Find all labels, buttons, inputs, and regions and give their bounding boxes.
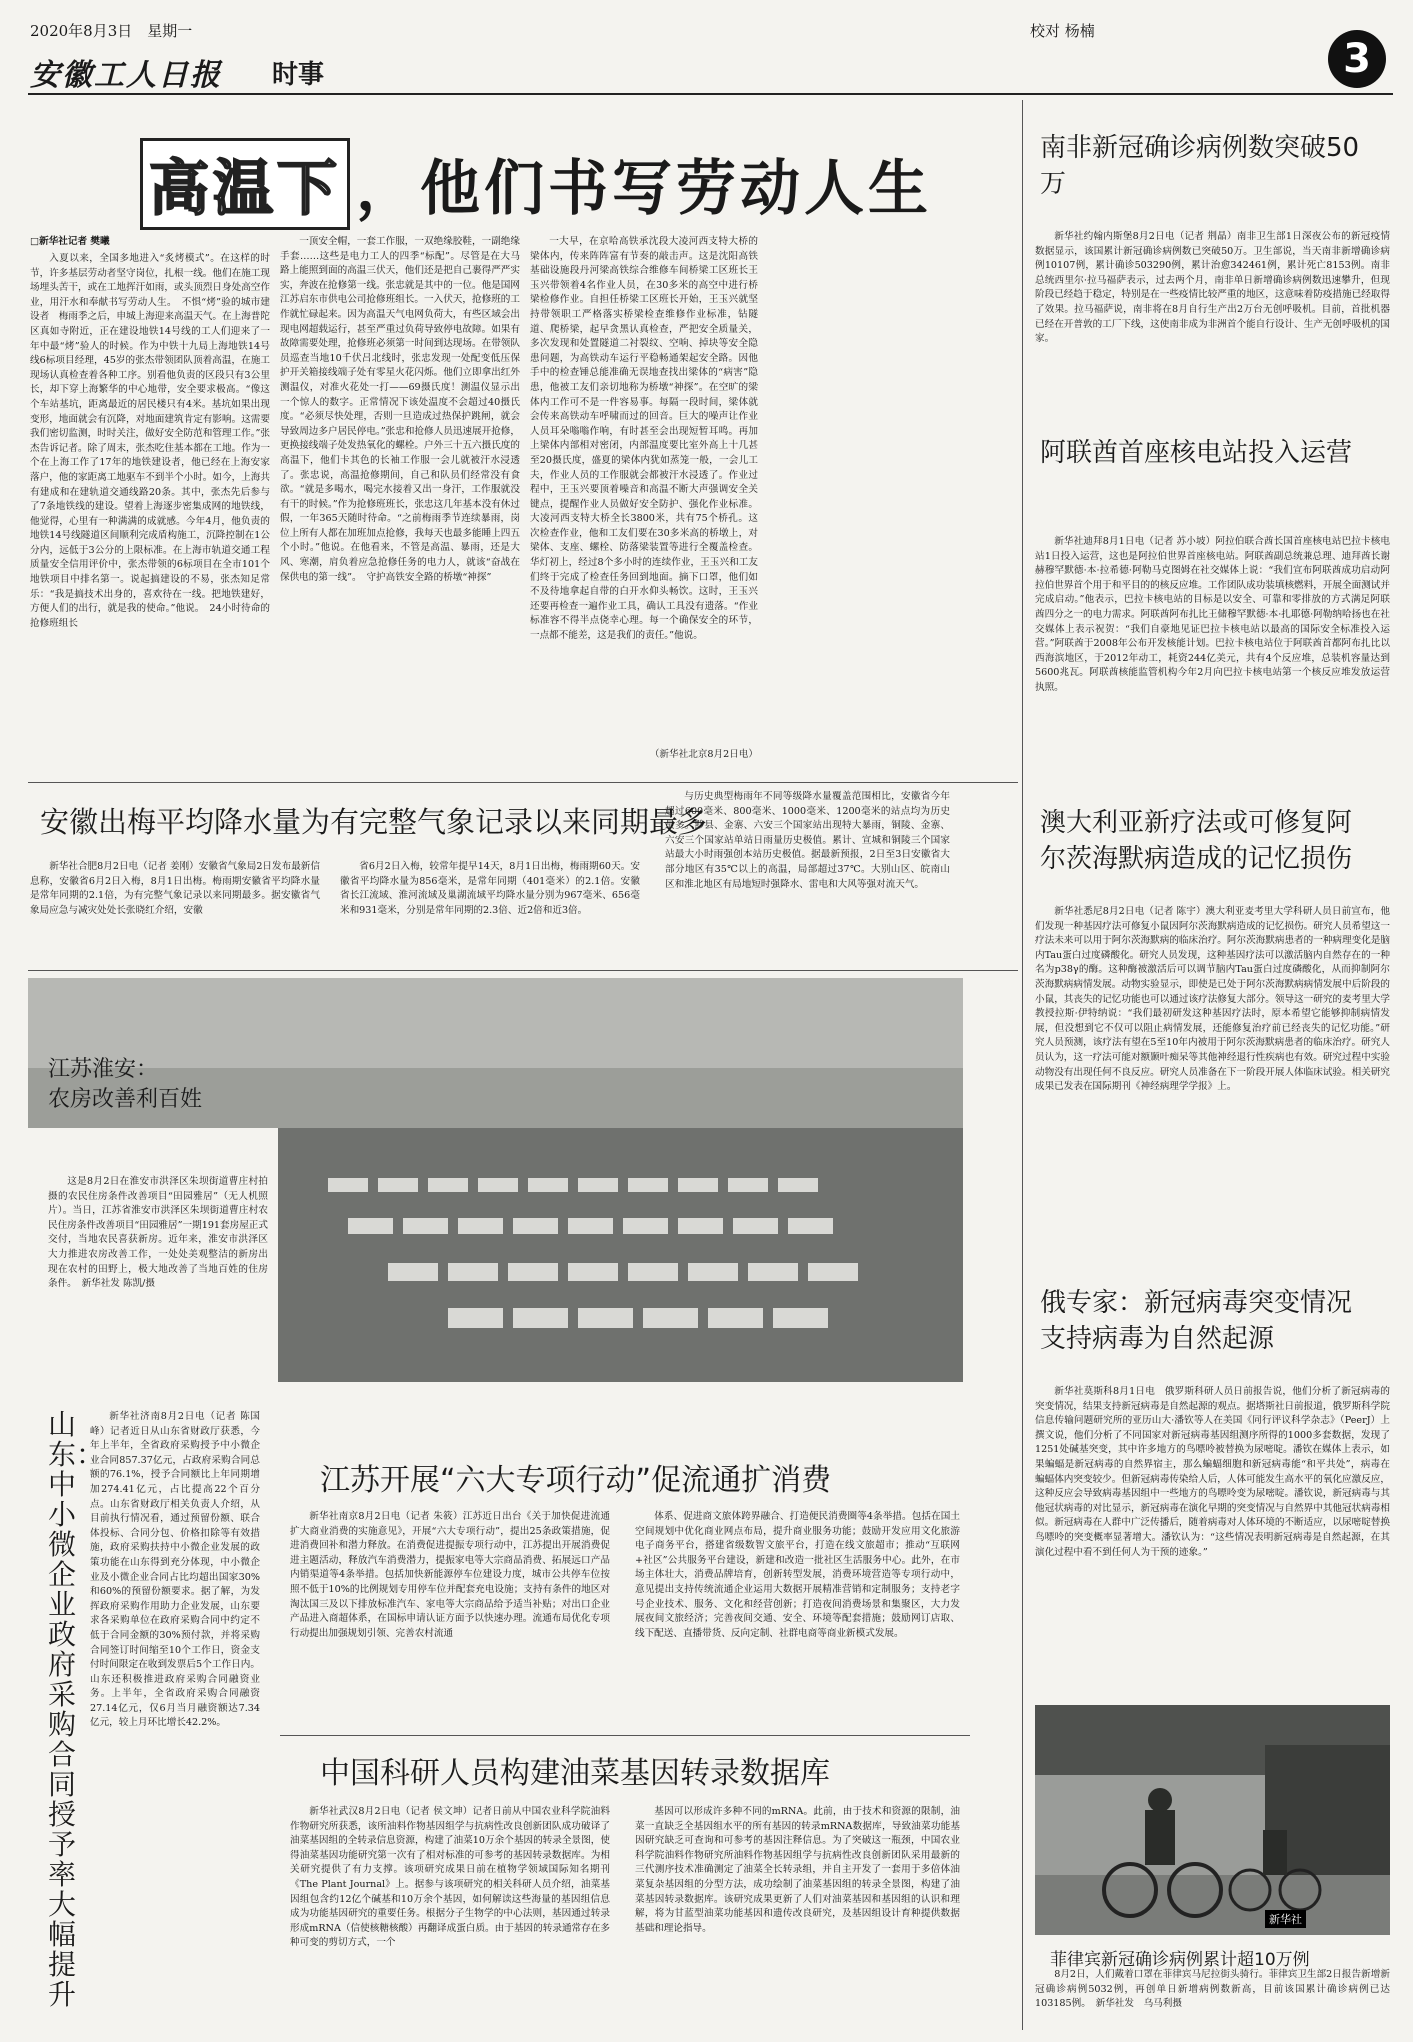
rain-col-1 <box>30 860 320 960</box>
divider-jiangsu <box>280 1735 970 1736</box>
sidebar-2-body-text: 新华社迪拜8月1日电（记者 苏小坡）阿拉伯联合酋长国首座核电站巴拉卡核电站1日投入运营，这也是阿拉伯世界首座核电站。阿联酋副总统兼总理、迪拜酋长谢赫穆罕默德·本·拉希德·阿勒马克图姆在社交媒体上说：“我们宣布阿联酋成功启动阿拉伯世界首个用于和平目的的核反应堆。工作团队成功装填核燃料，开展全面测试并完成启动。”他表示，巴拉卡核电站的目标是以安全、可靠和零排放的方式满足阿联酋四分之一的电力需求。阿联酋阿布扎比王储穆罕默德·本·扎耶德·阿勒纳哈扬也在社交媒体上表示祝贺：“我们自豪地见证巴拉卡核电站以最高的国际安全标准投入运营。”阿联酋于2008年公布开发核能计划。巴拉卡核电站位于阿联酋首都阿布扎比以西海滨地区，于2012年动工，耗资244亿美元，共有4个反应堆，总装机容量达到5600兆瓦。阿联酋核能监管机构今年2月向巴拉卡核电站第一个核反应堆发放运营执照。 <box>1035 536 1390 693</box>
lead-headline <box>140 138 932 230</box>
shandong-body <box>90 1410 260 2010</box>
cyclists-photo <box>1035 1705 1390 1935</box>
photo-caption-text: 这是8月2日在淮安市洪泽区朱坝街道曹庄村拍摄的农民住房条件改善项目“田园雅居”（无人机照片）。当日，江苏省淮安市洪泽区朱坝街道曹庄村农民住房条件改善项目“田园雅居”一期191套房屋正式交付，当地农民喜获新房。近年来，淮安市洪泽区大力推进农房改善工作，一处处美观整洁的新房出现在农村的田野上，极大地改善了当地百姓的住房条件。 新华社发 陈凯/摄 <box>48 1176 268 1290</box>
sidebar-1-headline: 南非新冠确诊病例数突破50万 <box>1040 133 1360 199</box>
rain-col-1-text: 新华社合肥8月2日电（记者 姜刚）安徽省气象局2日发布最新信息称，安徽省6月2日入梅，8月1日出梅。梅雨期安徽省平均降水量是常年同期的2.1倍，为有完整气象记录以来同期最多。据安徽省气象局应急与减灾处处长张晓红介绍，安徽 <box>30 861 320 916</box>
masthead: 安徽工人日报 <box>30 58 222 93</box>
jiangsu-col-1 <box>290 1510 610 1725</box>
section-name: 时事 <box>272 60 325 90</box>
rapeseed-col-2 <box>635 1805 960 2030</box>
rain-headline: 安徽出梅平均降水量为有完整气象记录以来同期最多 <box>40 805 708 839</box>
photo-title <box>48 1055 202 1115</box>
lead-headline-highlight: 高温下 <box>140 138 350 230</box>
sidebar-3-body-text: 新华社悉尼8月2日电（记者 陈宇）澳大利亚麦考里大学科研人员日前宣布，他们发现一种基因疗法可修复小鼠因阿尔茨海默病造成的记忆损伤。研究人员希望这一疗法未来可以用于阿尔茨海默病的临床治疗。阿尔茨海默病患者的一种病理变化是脑内Tau蛋白过度磷酸化。研究人员发现，这种基因疗法可以激活脑内自然存在的一种名为p38γ的酶。这种酶被激活后可以调节脑内Tau蛋白过度磷酸化，从而抑制阿尔茨海默病病情发展。动物实验显示，即使是已处于阿尔茨海默病病情发展中后阶段的小鼠，其丧失的记忆功能也可以通过该疗法修复大部分。领导这一研究的麦考里大学教授拉斯·伊特纳说：“我们最初研发这种基因疗法时，原本希望它能够抑制病情发展，但没想到它不仅可以阻止病情发展，还能修复治疗前已经丧失的记忆功能。”研究人员预测，该疗法有望在5至10年内被用于阿尔茨海默病患者的临床治疗。研究人员认为，这一疗法可能对额颞叶痴呆等其他神经退行性疾病也有效。研究过程中实验动物没有出现任何不良反应。研究人员准备在下一阶段开展人体临床试验。相关研究成果已发表在国际期刊《神经病理学学报》上。 <box>1035 906 1390 1093</box>
issue-date: 2020年8月3日 星期一 <box>30 22 193 40</box>
rain-col-3-text: 与历史典型梅雨年不同等级降水量覆盖范围相比，安徽省今年超过600毫米、800毫米、1000毫米、1200毫米的站点均为历史最多。黟县、金寨、六安三个国家站出现特大暴雨，铜陵、金寨、六安三个国家站单站日雨量历史极值。累计、宣城和铜陵三个国家站最大小时雨强创本站历史极值。据最新预报，2日至3日安徽省大部分地区有35℃以上的高温，局部超过37℃。大别山区、皖南山区和淮北地区有局地短时强降水、雷电和大风等强对流天气。 <box>665 791 950 890</box>
photo-agency-mark: 新华社 <box>1265 1910 1306 1928</box>
sidebar-4-body-text: 新华社莫斯科8月1日电 俄罗斯科研人员日前报告说，他们分析了新冠病毒的突变情况，结果支持新冠病毒是自然起源的观点。据塔斯社日前报道，俄罗斯科学院信息传输问题研究所的亚历山大·潘钦等人在美国《同行评议科学杂志》（PeerJ）上撰文说，他们分析了不同国家对新冠病毒基因组测序所得的1000多套数据，发现了1251处碱基突变，其中许多地方的鸟嘌呤被替换为尿嘧啶。潘钦在媒体上表示，如果蝙蝠是新冠病毒的自然界宿主，那么蝙蝠细胞和新冠病毒能“和平共处”，病毒在蝙蝠体内突变较少。但新冠病毒传染给人后，人体可能发生高水平的氧化应激反应，这种反应会导致病毒基因组中一些地方的鸟嘌呤变为尿嘧啶。潘钦说，新冠病毒与其他冠状病毒的对比显示，新冠病毒在演化早期的突变情况与自然界中其他冠状病毒相似。新冠病毒在人群中广泛传播后，随着病毒对人体环境的不断适应，以尿嘧啶替换鸟嘌呤的突变概率显著增大。潘钦认为：“这些情况表明新冠病毒是自然起源，在其演化过程中看不到任何人为干预的迹象。” <box>1035 1386 1390 1558</box>
lead-col-2 <box>280 235 520 762</box>
cyclists-caption-title: 菲律宾新冠确诊病例累计超10万例 <box>1050 1950 1310 1970</box>
cyclists-image <box>1035 1705 1390 1935</box>
sidebar-2-headline: 阿联酋首座核电站投入运营 <box>1040 438 1353 468</box>
sidebar-2-body <box>1035 535 1390 773</box>
lead-col-2-text: 一顶安全帽，一套工作服，一双绝缘胶鞋，一副绝缘手套……这些是电力工人的四季“标配”。尽管是在大马路上能照到面的高温三伏天，他们还是把自己裹得严严实实，奔波在抢修第一线。张忠就是其中的一位。他是国网江苏启东市供电公司抢修班组长。一入伏天，抢修班的工作就忙碌起来。因为高温天气电网负荷大，有些区域会出现电网超载运行，甚至严重过负荷导致停电故障。如果有故障需要处理，抢修班必须第一时间到达现场。在带领队员巡查当地10千伏吕北线时，张忠发现一处配变低压保护开关箱接线端子处有零星火花闪烁。他们立即拿出红外测温仪，对准火花处一打——69摄氏度！测温仪显示出一个惊人的数字。正常情况下该处温度不会超过40摄氏度。“必须尽快处理，否则一旦造成过热保护跳闸，就会导致周边多户居民停电。”张忠和抢修人员迅速展开抢修，更换接线端子处发热氧化的螺栓。户外三十五六摄氏度的高温下，他们卡其色的长袖工作服一会儿就被汗水浸透了。张忠说，高温抢修期间，自己和队员们经常没有食欲。“就是多喝水，喝完水接着又出一身汗，工作服就没有干的时候。”作为抢修班班长，张忠这几年基本没有休过假，一年365天随时待命。“之前梅雨季节连续暴雨，岗位上所有人都在加班加点抢修，我每天也最多能睡上四五个小时。”他说。在他看来，不管是高温、暴雨，还是大风、寒潮，肩负着应急抢修任务的电力人，就该“奋战在保供电的第一线”。 守护高铁安全路的桥墩“神探” <box>280 236 520 583</box>
cyclists-caption <box>1035 1968 1390 2028</box>
rapeseed-col-2-text: 基因可以形成许多种不同的mRNA。此前，由于技术和资源的限制，油菜一直缺乏全基因组水平的所有基因的转录mRNA数据库，导致油菜功能基因研究缺乏可查询和可参考的基因注释信息。为了突破这一瓶颈，中国农业科学院油料作物研究所油料作物基因组学与抗病性改良创新团队采用最新的三代测序技术准确测定了油菜全长转录组，并自主开发了一套用于多倍体油菜复杂基因组的分型方法，成功绘制了油菜基因组的转录全景图，构建了油菜基因转录数据库。该研究成果更新了人们对油菜基因和基因组的认识和理解，将为甘蓝型油菜功能基因和遗传改良研究，及基因组设计育种提供数据基础和理论指导。 <box>635 1806 960 1934</box>
sidebar-3-headline: 澳大利亚新疗法或可修复阿尔茨海默病造成的记忆损伤 <box>1040 808 1353 874</box>
rain-col-2-text: 省6月2日入梅，较常年提早14天，8月1日出梅，梅雨期60天。安徽省平均降水量为856毫米，是常年同期（401毫米）的2.1倍。安徽省长江流域、淮河流域及巢湖流域平均降水量分别为967毫米、656毫米和931毫米，分别是常年同期的2.3倍、近2倍和近3倍。 <box>340 861 640 916</box>
sidebar-1-body <box>1035 230 1390 395</box>
shandong-headline: 山东：中小微企业政府采购合同授予率大幅提升 <box>48 1408 105 2011</box>
header-rule <box>28 93 1393 95</box>
rain-col-2 <box>340 860 640 960</box>
lead-col-1 <box>30 252 270 762</box>
rapeseed-col-1-text: 新华社武汉8月2日电（记者 侯文坤）记者日前从中国农业科学院油料作物研究所获悉，该所油料作物基因组学与抗病性改良创新团队成功破译了油菜基因组的全转录信息资源，构建了油菜10万余个基因的转录全景图，使得油菜基因功能研究第一次有了相对标准的可参考的基因转录数据库。为相关研究提供了有力支撑。该项研究成果日前在植物学领域国际知名期刊《The Plant Journal》上。据参与该项研究的相关科研人员介绍，油菜基因组包含约12亿个碱基和10万余个基因，如何解读这些海量的基因组信息成为功能基因研究的重要任务。根据分子生物学的中心法则，基因通过转录形成mRNA（信使核糖核酸）再翻译成蛋白质。由于基因的转录通常存在多种可变的剪切方式，一个 <box>290 1806 610 1949</box>
rapeseed-headline: 中国科研人员构建油菜基因转录数据库 <box>320 1756 830 1791</box>
proofreader: 校对 杨楠 <box>1030 22 1095 40</box>
divider-rain <box>28 970 1018 971</box>
sidebar-3-body <box>1035 905 1390 1250</box>
sidebar-4-body <box>1035 1385 1390 1675</box>
lead-col-1-text: 入夏以来，全国多地进入“炙烤模式”。在这样的时节，许多基层劳动者坚守岗位，扎根一线。他们在施工现场埋头苦干，或在工地挥汗如雨，或头顶烈日身处高空作业，用汗水和奉献书写劳动人生。 不惧“烤”验的城市建设者 梅雨季之后，申城上海迎来高温天气。在上海普陀区真如寺附近，正在建设地铁14号线的工人们迎来了一年中最“烤”验人的时候。作为中铁十九局上海地铁14号线6标项目经理，45岁的张杰带领团队顶着高温，在施工现场认真检查着各种工序。别看他负责的区段只有3公里长，却下穿上海繁华的中心地带，安全要求极高。“像这个车站基坑，距离最近的居民楼只有4米。基坑如果出现变形，地面就会有沉降，对地面建筑肯定有影响。这需要我们密切监测，时时关注，做好安全防范和管理工作。”张杰告诉记者。除了周末，张杰吃住基本都在工地。作为一个在上海工作了17年的地铁建设者，他已经在上海安家落户，他的家距离工地驱车不到半个小时。如今，上海共有建成和在建轨道交通线路20条。其中，张杰先后参与了7条地铁线的建设。望着上海逐步密集成网的地铁线，他觉得，心里有一种满满的成就感。今年4月，他负责的地铁14号线隧道区间顺利完成盾构施工，沉降控制在1公分内，远低于3公分的上限标准。在上海市轨道交通工程质量安全信用评价中，张杰带领的6标项目在全市101个地铁项目中排名第一。说起搞建设的不易，张杰知足常乐：“我是搞技术出身的，喜欢待在一线。把地铁建好，方便人们的出行，就是我的使命。”他说。 24小时待命的抢修班组长 <box>30 253 270 629</box>
rain-col-3 <box>665 790 950 965</box>
lead-byline: □新华社记者 樊曦 <box>30 236 110 247</box>
divider-lead <box>28 782 1018 783</box>
lead-col-3-text: 一大早，在京哈高铁承沈段大凌河西支特大桥的梁体内，传来阵阵富有节奏的敲击声。这是沈阳高铁基础设施段丹河梁高铁综合维修车间桥梁工区班长王玉兴带领着4名作业人员，在30多米的高空中进行桥梁检修作业。自担任桥梁工区班长开始，王玉兴就坚持带领职工严格落实桥梁检查维修作业标准，钻隧道、爬桥梁，起早贪黑认真检查，严把安全质量关，多次发现和处置隧道二衬裂纹、空响、掉块等安全隐患问题，为高铁动车运行平稳畅通架起安全路。因他手中的检查锤总能准确无误地查找出梁体的“病害”隐患，他被工友们亲切地称为桥墩“神探”。在空旷的梁体内工作可不是一件容易事。每隔一段时间，梁体就会传来高铁动车呼啸而过的回音。巨大的噪声让作业人员耳朵嗡嗡作响，有时甚至会出现短暂耳鸣。再加上梁体内部相对密闭，内部温度要比室外高上十几甚至20摄氏度，盛夏的梁体内犹如蒸笼一般，一会儿工夫，作业人员的工作服就会都被汗水浸透了。作业过程中，王玉兴要顶着噪音和高温不断大声强调安全关键点，提醒作业人员做好安全防护、强化作业标准。大凌河西支特大桥全长3800米，共有75个桥孔。这次检查作业，他和工友们要在30多米高的桥墩上，对梁体、支座、螺栓、防落梁装置等进行全覆盖检查。华灯初上，经过8个多小时的连续作业，王玉兴和工友们终于完成了检查任务回到地面。摘下口罩，他们如不及待地拿起自带的白开水仰头畅饮。这时，王玉兴还要再检查一遍作业工具，确认工具没有遗落。“作业标准容不得半点侥幸心理。每一个确保安全的环节，一点都不能差，这是我们的责任。”他说。 <box>530 236 758 642</box>
photo-title-line-2: 农房改善利百姓 <box>48 1087 203 1112</box>
rapeseed-col-1 <box>290 1805 610 2030</box>
sidebar-divider <box>1022 100 1023 2030</box>
sidebar-4-headline: 俄专家：新冠病毒突变情况支持病毒为自然起源 <box>1040 1288 1353 1354</box>
lead-col-3 <box>530 235 758 747</box>
sidebar-1-body-text: 新华社约翰内斯堡8月2日电（记者 荆晶）南非卫生部1日深夜公布的新冠疫情数据显示，该国累计新冠确诊病例数已突破50万。卫生部说，当天南非新增确诊病例10107例，累计确诊503290例，累计治愈342461例，累计死亡8153例。南非总统西里尔·拉马福萨表示，过去两个月，南非单日新增确诊病例数迅速攀升，但现阶段已经趋于稳定，特别是在一些疫情比较严重的地区，这意味着防疫措施已经取得了效果。拉马福萨说，南非将在8月自行生产出2万台无创呼吸机。目前，首批机器已经在开普敦的工厂下线，这使南非成为非洲首个能自行设计、生产无创呼吸机的国家。 <box>1035 231 1390 345</box>
cyclists-caption-text: 8月2日，人们戴着口罩在菲律宾马尼拉街头骑行。菲律宾卫生部2日报告新增新冠确诊病例5032例，再创单日新增病例数新高，目前该国累计确诊病例已达103185例。 新华社发 乌马利摄 <box>1035 1969 1390 2010</box>
lead-headline-rest: ，他们书写劳动人生 <box>356 154 932 224</box>
page-number: 3 <box>1328 30 1386 88</box>
photo-title-line-1: 江苏淮安： <box>48 1057 159 1082</box>
photo-caption <box>48 1175 268 1375</box>
shandong-body-text: 新华社济南8月2日电（记者 陈国峰）记者近日从山东省财政厅获悉，今年上半年，全省政府采购授予中小微企业合同857.37亿元，占政府采购合同总额的76.1%，授予合同额比上年同期增加274.41亿元，占比提高22个百分点。山东省财政厅相关负责人介绍，从目前执行情况看，通过预留份额、联合体投标、合同分包、价格扣除等有效措施，政府采购扶持中小微企业发展的政策功能在山东得到充分体现，中小微企业及小微企业合同占比均超出国家30%和60%的预留份额要求。据了解，为发挥政府采购作用助力企业发展，山东要求各采购单位在政府采购合同中约定不低于合同金额的30%预付款，并将采购合同签订时间缩至10个工作日，资金支付时间限定在收到发票后5个工作日内。山东还积极推进政府采购合同融资业务。上半年，全省政府采购合同融资27.14亿元，仅6月当月融资额达7.34亿元，较上月环比增长42.2%。 <box>90 1411 260 1729</box>
jiangsu-headline: 江苏开展“六大专项行动”促流通扩消费 <box>320 1463 832 1498</box>
jiangsu-col-2-text: 体系、促进商文旅体跨界融合、打造便民消费圈等4条举措。包括在国土空间规划中优化商业网点布局，提升商业服务功能；鼓励开发应用文化旅游电子商务平台，搭建省级数智文旅平台，打造在线文旅超市；推动“互联网+社区”公共服务平台建设，新建和改造一批社区生活服务中心。此外，在市场主体壮大，消费品牌培育，创新转型发展，消费环境营造等专项行动中，意见提出支持传统流通企业运用大数据开展精准营销和定制服务；支持老字号企业技术、服务、文化和经营创新；打造夜间消费场景和集聚区，大力发展夜间文旅经济；完善夜间交通、安全、环境等配套措施；鼓励网订店取、线下配送、直播带货、反向定制、社群电商等商业新模式发展。 <box>635 1511 960 1639</box>
jiangsu-col-1-text: 新华社南京8月2日电（记者 朱筱）江苏近日出台《关于加快促进流通扩大商业消费的实施意见》，开展“六大专项行动”，提出25条政策措施，促进消费回补和潜力释放。在消费促进提振专项行动中，江苏提出开展消费促进主题活动，释放汽车消费潜力，提振家电等大宗商品消费、拓展远口产品内销渠道等4条举措。包括加快新能源停车位建设力度，城市公共停车位按照不低于10%的比例规划专用停车位并配套充电设施；支持有条件的地区对淘汰国三及以下排放标准汽车、家电等大宗商品给予适当补贴；对出口企业产品进入商超体系，在国标申请认证方面予以快速办理。流通布局优化专项行动提出加强规划引领、完善农村流通 <box>290 1511 610 1639</box>
lead-dateline: （新华社北京8月2日电） <box>649 749 758 760</box>
jiangsu-col-2 <box>635 1510 960 1725</box>
